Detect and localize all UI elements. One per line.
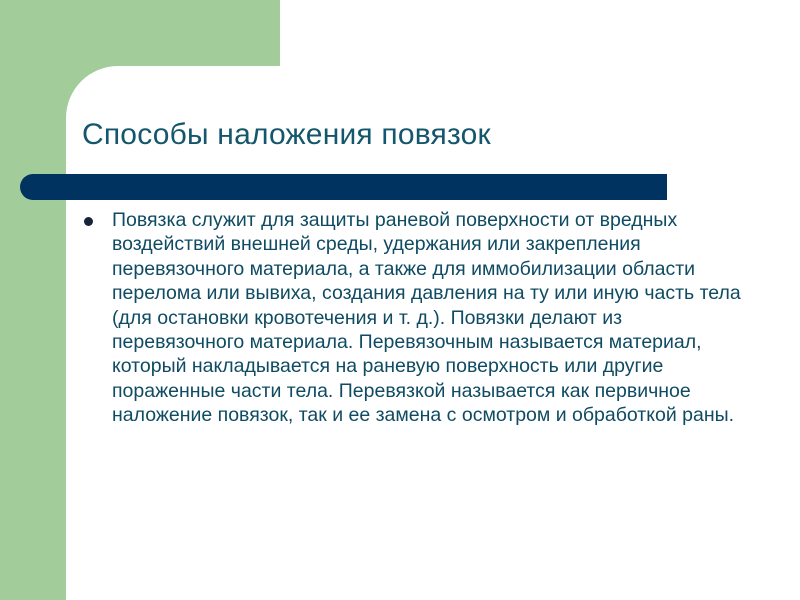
slide-title: Способы наложения повязок (82, 118, 491, 151)
bullet-text: Повязка служит для защиты раневой поверхности от вредных воздействий внешней среды, удержания или закрепления перевязочного материала, а также для иммобилизации области перелома или вывиха, создания давления на ту или иную часть тела (для остановки кровотечения и т. д.). Повязки делают из перевязочного материала. Перевязочным называется материал, который накладывается на раневую поверхность или другие пораженные части тела. Перевязкой называется как первичное наложение повязок, так и ее замена с осмотром и обработкой раны. (112, 209, 741, 427)
title-underline-bar (20, 174, 667, 200)
bullet-item (82, 208, 742, 428)
bullet-dot-icon (84, 217, 93, 226)
bullet-list (82, 208, 742, 428)
